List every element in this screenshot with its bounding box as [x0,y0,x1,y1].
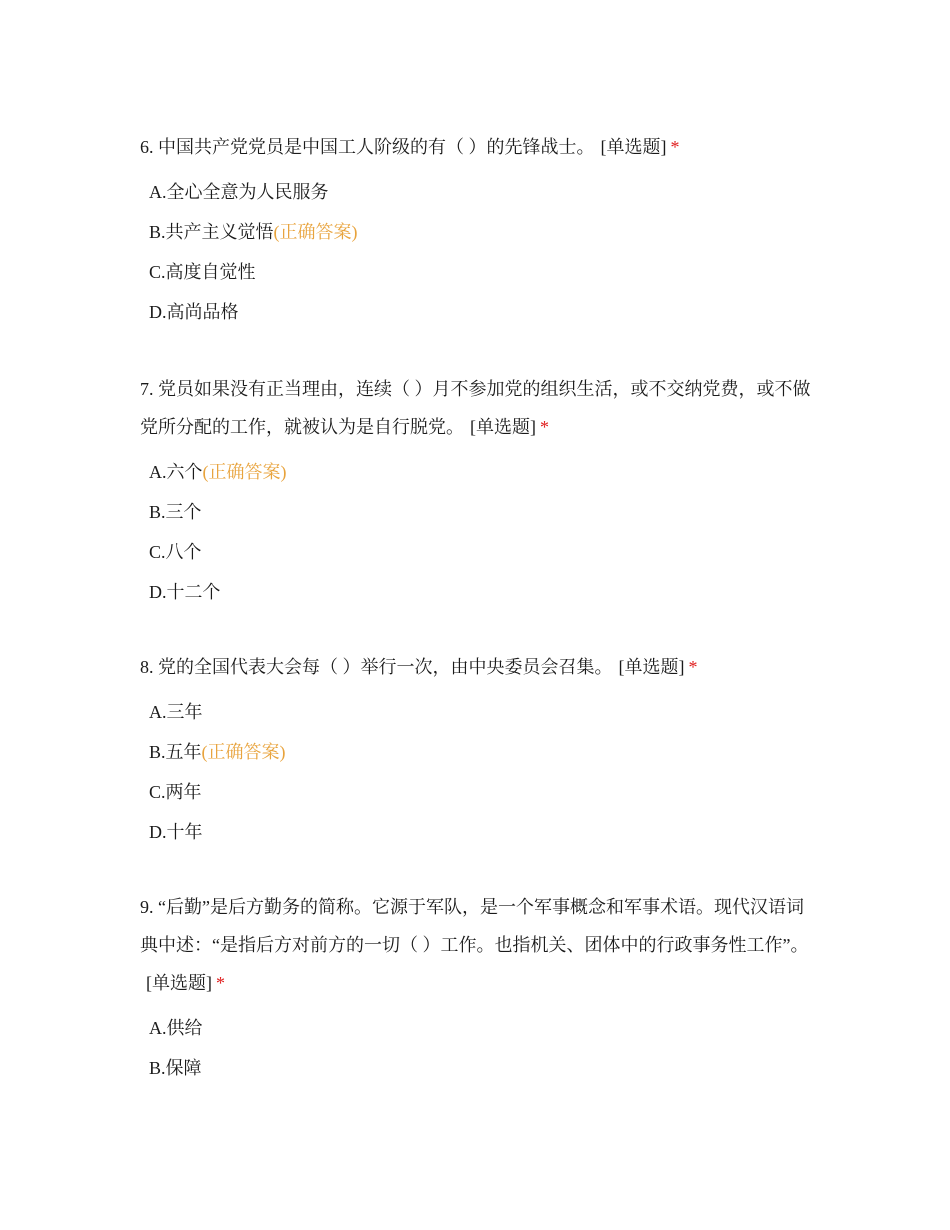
question-text: 7. 党员如果没有正当理由，连续（ ）月不参加党的组织生活，或不交纳党费，或不做党所分配的工作，就被认为是自行脱党。 [140,379,811,437]
question-7 [140,370,820,612]
option-c[interactable] [149,532,820,572]
required-star: * [540,417,549,437]
question-7-options [140,446,820,612]
question-text: 9. “后勤”是后方勤务的简称。它源于军队，是一个军事概念和军事术语。现代汉语词典中述：“是指后方对前方的一切（ ）工作。也指机关、团体中的行政事务性工作”。 [140,897,809,955]
correct-answer-mark: (正确答案) [201,742,286,762]
option-b[interactable] [149,492,820,532]
option-text: A.供给 [149,1018,203,1038]
option-text: A.六个 [149,462,203,482]
question-6-title [140,128,820,166]
option-a[interactable] [149,452,820,492]
option-text: C.两年 [149,782,202,802]
question-type-tag: [单选题] [618,657,685,677]
option-b[interactable] [149,1048,820,1088]
option-text: C.高度自觉性 [149,262,256,282]
option-d[interactable] [149,572,820,612]
question-text: 6. 中国共产党党员是中国工人阶级的有（ ）的先锋战士。 [140,137,595,157]
option-d[interactable] [149,292,820,332]
option-c[interactable] [149,772,820,812]
question-9-options [140,1002,820,1088]
option-a[interactable] [149,692,820,732]
correct-answer-mark: (正确答案) [202,462,287,482]
correct-answer-mark: (正确答案) [273,222,358,242]
option-text: A.三年 [149,702,203,722]
question-7-title [140,370,820,446]
question-type-tag: [单选题] [146,973,212,993]
option-text: C.八个 [149,542,202,562]
question-8-options [140,686,820,852]
question-6 [140,128,820,332]
option-text: B.五年 [149,742,202,762]
option-text: A.全心全意为人民服务 [149,182,329,202]
option-b[interactable] [149,212,820,252]
question-9 [140,888,820,1088]
question-type-tag: [单选题] [600,137,667,157]
option-text: B.共产主义觉悟 [149,222,274,242]
question-8-title [140,648,820,686]
question-6-options [140,166,820,332]
option-text: B.保障 [149,1058,202,1078]
option-a[interactable] [149,172,820,212]
option-c[interactable] [149,252,820,292]
questionnaire-page [140,128,820,1088]
question-8 [140,648,820,852]
question-9-title [140,888,820,1002]
option-text: B.三个 [149,502,202,522]
required-star: * [216,973,225,993]
required-star: * [688,657,698,677]
question-type-tag: [单选题] [470,417,536,437]
option-b[interactable] [149,732,820,772]
option-d[interactable] [149,812,820,852]
option-text: D.高尚品格 [149,302,239,322]
option-text: D.十年 [149,822,203,842]
required-star: * [670,137,680,157]
option-text: D.十二个 [149,582,221,602]
option-a[interactable] [149,1008,820,1048]
question-text: 8. 党的全国代表大会每（ ）举行一次，由中央委员会召集。 [140,657,613,677]
